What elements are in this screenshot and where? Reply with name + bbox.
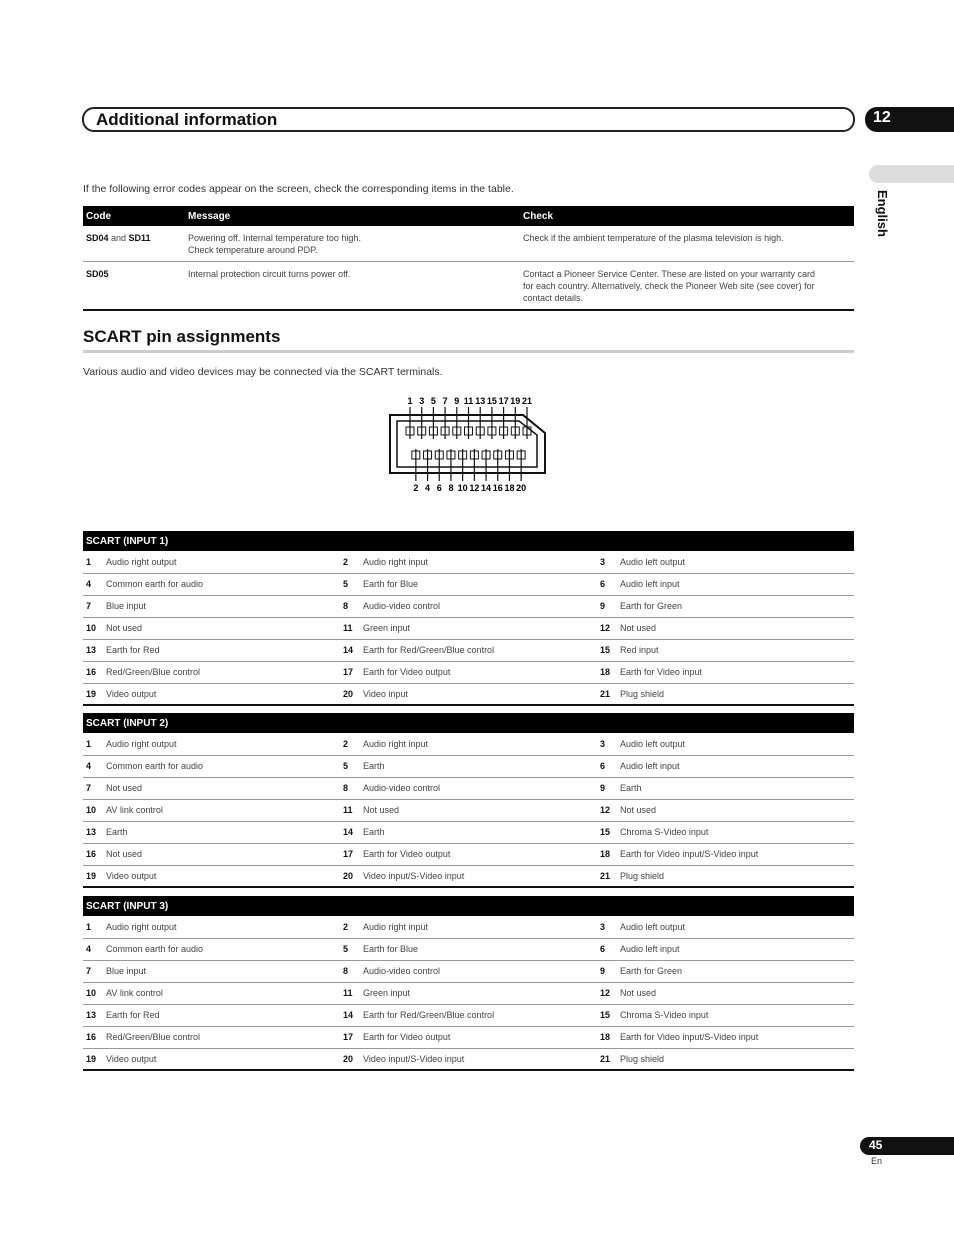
table-header-row [83, 531, 854, 551]
pin-label-top: 3 [419, 396, 425, 406]
pin-number: 18 [597, 843, 617, 865]
pin-description: Common earth for audio [103, 573, 340, 595]
table-row [83, 938, 854, 960]
pin-description: Plug shield [617, 683, 854, 705]
pin-number: 7 [83, 595, 103, 617]
table-row [83, 916, 854, 938]
table-row [83, 617, 854, 639]
pin-description: Video output [103, 683, 340, 705]
pin-description: Not used [617, 799, 854, 821]
language-tab [869, 165, 954, 183]
pin-label-bottom: 8 [448, 483, 454, 493]
column-header: Code [83, 206, 185, 226]
chapter-number: 12 [873, 109, 891, 126]
pin-number: 4 [83, 938, 103, 960]
table-header-row [83, 713, 854, 733]
pin-number: 3 [597, 916, 617, 938]
pin-description: Plug shield [617, 865, 854, 887]
pin-number: 14 [340, 1004, 360, 1026]
table-header-row [83, 206, 854, 226]
pin-label-bottom: 20 [516, 483, 527, 493]
table-row [83, 639, 854, 661]
table-row [83, 982, 854, 1004]
pin-number: 14 [340, 821, 360, 843]
table-row [83, 551, 854, 573]
pin-description: Video output [103, 1048, 340, 1070]
chapter-tab [865, 107, 954, 132]
page-number: 45 [869, 1138, 883, 1152]
section-title: Additional information [96, 110, 278, 129]
column-header: Check [520, 206, 854, 226]
pin-number: 8 [340, 777, 360, 799]
pin-description: AV link control [103, 799, 340, 821]
pin-description: Audio right input [360, 733, 597, 755]
pin-number: 17 [340, 843, 360, 865]
pin-number: 13 [83, 821, 103, 843]
pin-number: 20 [340, 865, 360, 887]
scart-section-title: SCART pin assignments [83, 327, 281, 346]
pin-description: Audio left input [617, 755, 854, 777]
page-number-tab [860, 1137, 954, 1155]
pin-number: 12 [597, 982, 617, 1004]
pin-number: 6 [597, 573, 617, 595]
table-row [83, 226, 854, 262]
table-row [83, 661, 854, 683]
pin-description: Audio left output [617, 916, 854, 938]
pin-label-top: 15 [486, 396, 497, 406]
pin-description: Audio right output [103, 551, 340, 573]
table-row [83, 843, 854, 865]
pin-number: 20 [340, 683, 360, 705]
section-header [82, 107, 855, 132]
error-message: Internal protection circuit turns power off. [185, 262, 520, 311]
error-code-table [83, 206, 854, 311]
pin-description: Not used [617, 982, 854, 1004]
pin-number: 2 [340, 551, 360, 573]
table-row [83, 683, 854, 705]
pin-number: 11 [340, 982, 360, 1004]
pin-description: Red/Green/Blue control [103, 1026, 340, 1048]
scart-intro: Various audio and video devices may be connected via the SCART terminals. [83, 366, 443, 378]
pin-number: 20 [340, 1048, 360, 1070]
pin-label-top: 5 [430, 396, 436, 406]
pin-number: 5 [340, 755, 360, 777]
pin-number: 8 [340, 595, 360, 617]
pin-number: 15 [597, 1004, 617, 1026]
pin-label-bottom: 12 [469, 483, 480, 493]
pin-description: Audio right input [360, 916, 597, 938]
error-message: Powering off. Internal temperature too high. Check temperature around PDP. [185, 226, 520, 262]
pin-label-bottom: 16 [492, 483, 503, 493]
error-intro: If the following error codes appear on the screen, check the corresponding items in the table. [83, 183, 514, 195]
pin-label-top: 1 [407, 396, 413, 406]
error-check: Check if the ambient temperature of the plasma television is high. [520, 226, 854, 262]
column-header: Message [185, 206, 520, 226]
pin-number: 8 [340, 960, 360, 982]
pin-description: Video input/S-Video input [360, 1048, 597, 1070]
pin-number: 1 [83, 551, 103, 573]
pin-number: 11 [340, 617, 360, 639]
table-row [83, 821, 854, 843]
pin-description: Earth [360, 755, 597, 777]
pin-label-top: 19 [510, 396, 521, 406]
pin-description: Earth for Video input/S-Video input [617, 843, 854, 865]
pin-number: 21 [597, 1048, 617, 1070]
pin-description: Audio left output [617, 733, 854, 755]
pin-number: 10 [83, 617, 103, 639]
pin-description: Audio-video control [360, 595, 597, 617]
pin-description: Blue input [103, 960, 340, 982]
pin-description: AV link control [103, 982, 340, 1004]
pin-description: Earth for Video input/S-Video input [617, 1026, 854, 1048]
table-row [83, 573, 854, 595]
pin-description: Audio left input [617, 573, 854, 595]
pin-number: 16 [83, 661, 103, 683]
pin-description: Chroma S-Video input [617, 1004, 854, 1026]
pin-number: 21 [597, 683, 617, 705]
table-row [83, 733, 854, 755]
pin-label-bottom: 4 [425, 483, 431, 493]
scart-table-input-2 [83, 713, 854, 888]
pin-description: Not used [103, 777, 340, 799]
language-label-wrap [868, 190, 898, 250]
pin-number: 12 [597, 799, 617, 821]
table-row [83, 1026, 854, 1048]
pin-description: Audio left output [617, 551, 854, 573]
pin-number: 3 [597, 551, 617, 573]
table-row [83, 799, 854, 821]
pin-description: Audio left input [617, 938, 854, 960]
table-title: SCART (INPUT 2) [83, 713, 854, 733]
pin-description: Earth for Red/Green/Blue control [360, 1004, 597, 1026]
table-row [83, 262, 854, 311]
pin-description: Earth [617, 777, 854, 799]
pin-number: 15 [597, 639, 617, 661]
pin-description: Red/Green/Blue control [103, 661, 340, 683]
pin-number: 4 [83, 755, 103, 777]
pin-description: Earth for Video output [360, 1026, 597, 1048]
table-header-row [83, 896, 854, 916]
pin-description: Green input [360, 982, 597, 1004]
pin-number: 15 [597, 821, 617, 843]
pin-description: Earth for Blue [360, 573, 597, 595]
scart-table-input-3 [83, 896, 854, 1071]
pin-number: 5 [340, 573, 360, 595]
pin-description: Common earth for audio [103, 938, 340, 960]
pin-label-top: 13 [475, 396, 486, 406]
pin-number: 5 [340, 938, 360, 960]
pin-description: Red input [617, 639, 854, 661]
pin-number: 14 [340, 639, 360, 661]
pin-description: Not used [617, 617, 854, 639]
pin-label-top: 9 [454, 396, 460, 406]
pin-label-bottom: 2 [413, 483, 419, 493]
pin-number: 3 [597, 733, 617, 755]
pin-description: Green input [360, 617, 597, 639]
pin-description: Earth for Video output [360, 661, 597, 683]
pin-number: 1 [83, 916, 103, 938]
table-row [83, 1004, 854, 1026]
pin-number: 13 [83, 639, 103, 661]
pin-label-top: 21 [521, 396, 533, 406]
pin-number: 6 [597, 755, 617, 777]
table-row [83, 777, 854, 799]
pin-description: Not used [360, 799, 597, 821]
pin-number: 12 [597, 617, 617, 639]
error-code: SD05 [83, 262, 185, 311]
pin-number: 1 [83, 733, 103, 755]
pin-description: Earth for Red/Green/Blue control [360, 639, 597, 661]
table-row [83, 960, 854, 982]
pin-number: 9 [597, 960, 617, 982]
pin-description: Common earth for audio [103, 755, 340, 777]
pin-number: 16 [83, 1026, 103, 1048]
pin-description: Video input [360, 683, 597, 705]
pin-number: 2 [340, 916, 360, 938]
pin-number: 19 [83, 683, 103, 705]
pin-label-bottom: 10 [457, 483, 468, 493]
scart-table-input-1 [83, 531, 854, 706]
pin-number: 10 [83, 799, 103, 821]
table-title: SCART (INPUT 1) [83, 531, 854, 551]
pin-label-bottom: 18 [504, 483, 515, 493]
pin-description: Blue input [103, 595, 340, 617]
pin-number: 11 [340, 799, 360, 821]
pin-description: Audio right output [103, 916, 340, 938]
pin-description: Chroma S-Video input [617, 821, 854, 843]
pin-description: Earth for Blue [360, 938, 597, 960]
pin-description: Earth for Red [103, 1004, 340, 1026]
pin-description: Audio-video control [360, 960, 597, 982]
pin-number: 21 [597, 865, 617, 887]
pin-label-top: 7 [442, 396, 448, 406]
page-language: En [871, 1156, 883, 1166]
pin-description: Audio-video control [360, 777, 597, 799]
pin-description: Earth for Video output [360, 843, 597, 865]
pin-label-top: 17 [498, 396, 509, 406]
pin-description: Earth for Video input [617, 661, 854, 683]
pin-number: 9 [597, 595, 617, 617]
section-divider [83, 350, 854, 353]
pin-label-top: 11 [463, 396, 474, 406]
error-code: SD04 and SD11 [83, 226, 185, 262]
scart-connector-diagram [385, 393, 551, 497]
pin-number: 7 [83, 960, 103, 982]
pin-description: Earth [103, 821, 340, 843]
pin-number: 18 [597, 1026, 617, 1048]
table-row [83, 1048, 854, 1070]
table-row [83, 595, 854, 617]
pin-description: Plug shield [617, 1048, 854, 1070]
pin-number: 16 [83, 843, 103, 865]
pin-number: 6 [597, 938, 617, 960]
pin-description: Audio right output [103, 733, 340, 755]
table-row [83, 865, 854, 887]
pin-number: 17 [340, 661, 360, 683]
pin-description: Earth for Green [617, 595, 854, 617]
pin-number: 13 [83, 1004, 103, 1026]
pin-number: 10 [83, 982, 103, 1004]
pin-number: 19 [83, 1048, 103, 1070]
pin-description: Not used [103, 843, 340, 865]
pin-description: Earth for Red [103, 639, 340, 661]
pin-number: 19 [83, 865, 103, 887]
language-label: English [875, 190, 890, 237]
pin-number: 4 [83, 573, 103, 595]
pin-number: 9 [597, 777, 617, 799]
pin-description: Video output [103, 865, 340, 887]
table-title: SCART (INPUT 3) [83, 896, 854, 916]
pin-label-bottom: 14 [481, 483, 492, 493]
pin-number: 7 [83, 777, 103, 799]
error-check: Contact a Pioneer Service Center. These are listed on your warranty card for each country. Alternatively, check the Pioneer Web site (see cover) for contact details. [520, 262, 854, 311]
pin-number: 2 [340, 733, 360, 755]
pin-number: 17 [340, 1026, 360, 1048]
pin-description: Earth [360, 821, 597, 843]
pin-number: 18 [597, 661, 617, 683]
pin-label-bottom: 6 [436, 483, 442, 493]
pin-description: Audio right input [360, 551, 597, 573]
pin-description: Not used [103, 617, 340, 639]
pin-description: Earth for Green [617, 960, 854, 982]
pin-description: Video input/S-Video input [360, 865, 597, 887]
table-row [83, 755, 854, 777]
